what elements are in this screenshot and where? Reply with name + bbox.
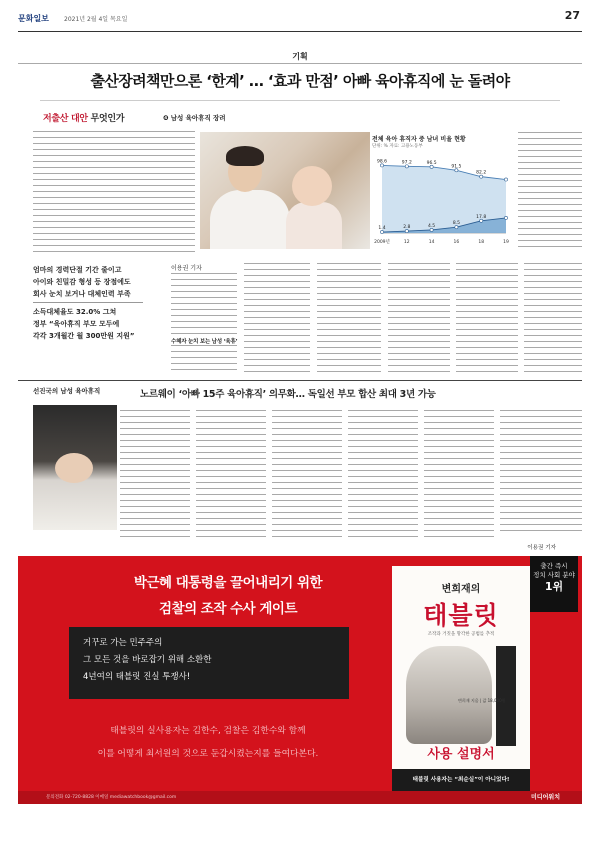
chart-title: 전체 육아 휴직자 중 남녀 비율 현황: [372, 136, 466, 143]
sidebar-line: 엄마의 경력단절 기간 줄이고: [33, 266, 122, 274]
ad-box-line: 그 모든 것을 바로잡기 위해 소환한: [83, 655, 212, 665]
sidebar-line: 소득대체율도 32.0% 그쳐: [33, 308, 117, 316]
article-separator: [18, 380, 582, 381]
chart-tick-label: 2009년: [374, 240, 390, 245]
sidebar-line: 각각 3개월간 월 300만원 지원”: [33, 332, 135, 340]
section-rule: [18, 63, 582, 64]
chart-data-label: 17.8: [476, 214, 487, 220]
book-subtitle: 조작과 거짓을 망각한 공범를 추적: [427, 632, 495, 637]
chart-data-label: 97.2: [401, 160, 412, 166]
sidebar-rule: [33, 302, 143, 303]
body-column: [456, 263, 518, 375]
ad-footer: [18, 791, 582, 804]
body-column: [348, 410, 418, 540]
sidebar-line: 아이와 친밀감 형성 등 장점에도: [33, 278, 131, 286]
header-rule: [18, 31, 582, 32]
chart-plot: [372, 149, 514, 247]
issue-date: 2021년 2월 4일 목요일: [64, 16, 128, 23]
article-byline: 이용권 기자: [171, 265, 202, 272]
book-bottom-title: 사용 설명서: [427, 747, 495, 762]
ad-box-line: 거꾸로 가는 민주주의: [83, 638, 163, 648]
sidebar-line: 회사 눈치 보거나 대체인력 부족: [33, 290, 131, 298]
badge-line: 출간 즉시: [540, 562, 568, 570]
article2-section-label: 선진국의 남성 육아휴직: [33, 387, 101, 395]
sidebar-subheadline-2: [33, 306, 153, 342]
chart-data-label: 98.6: [376, 159, 388, 165]
book-price: 변희재 지음 | 값 18,000원: [458, 698, 506, 703]
father-baby-photo: [200, 132, 370, 249]
right-intro-text: [518, 132, 582, 250]
kicker-red: 저출산 대안: [43, 114, 88, 124]
ad-box-line: 4년여의 태블릿 진실 투쟁사!: [83, 672, 191, 682]
body-column: [500, 410, 582, 534]
chart-data-label: 82.2: [476, 170, 487, 176]
chart-point: [504, 178, 507, 181]
page-number: 27: [564, 9, 580, 22]
sidebar-subheadline: [33, 264, 153, 300]
book-advertisement[interactable]: [18, 556, 582, 804]
sidebar-line: 정부 “육아휴직 부모 모두에: [33, 320, 120, 328]
ad-contact: 문의전화 02-720-8828 이메일 mediawatchbook@gmail.com: [46, 795, 177, 800]
body-column: [317, 263, 381, 375]
ad-title-line1: 박근혜 대통령을 끌어내리기 위한: [133, 575, 323, 591]
chart-data-label: 4.5: [428, 223, 436, 229]
book-cover[interactable]: [392, 566, 530, 796]
chart-tick-label: 19: [503, 240, 509, 245]
chart-data-label: 1.4: [378, 226, 386, 232]
chart-data-label: 2.8: [403, 225, 411, 231]
body-column: [424, 410, 494, 540]
chart-point: [504, 216, 507, 219]
body-column: [388, 263, 450, 375]
book-spine: [496, 646, 516, 746]
baby-photo: [33, 405, 117, 530]
book-tagline: 태블릿 사용자는 “최순실”이 아니었다!: [412, 777, 510, 783]
article2-headline: 노르웨이 ‘아빠 15주 육아휴직’ 의무화… 독일선 부모 합산 최대 3년 가능: [140, 389, 436, 400]
headline-rule: [40, 100, 560, 101]
section-title: 기획: [292, 52, 308, 61]
kicker-number: ❹: [163, 114, 169, 122]
chart-tick-label: 18: [478, 240, 485, 245]
body-column: [196, 410, 266, 540]
badge-line: 정치 사회 분야: [533, 571, 575, 579]
book-title: 태블릿: [423, 601, 499, 630]
series-subkicker: [163, 113, 226, 122]
ad-title-line2: 검찰의 조작 수사 게이트: [158, 601, 297, 617]
badge-rank: 1위: [544, 580, 564, 593]
ad-summary-box: [69, 627, 349, 699]
kicker-rest: 무엇인가: [87, 114, 125, 124]
author-portrait: [406, 646, 492, 744]
body-column: [524, 263, 582, 375]
chart-data-label: 91.5: [451, 164, 462, 170]
body-column: [171, 273, 237, 335]
ad-quote-line2: 이를 어떻게 최서원의 것으로 둔갑시켰는지를 들여다본다.: [97, 749, 319, 759]
chart-tick-label: 14: [428, 240, 435, 245]
book-author: 변희재의: [441, 584, 481, 595]
subkicker-text: 남성 육아휴직 장려: [170, 114, 226, 122]
series-kicker: [43, 111, 124, 124]
chart-subtitle: 단위: % 자료: 고용노동부: [372, 144, 423, 149]
parental-leave-chart: [372, 134, 514, 252]
publisher-logo: 미디어워치: [531, 794, 560, 801]
bestseller-badge: [530, 556, 578, 612]
body-column: [244, 263, 310, 375]
body-column: [272, 410, 342, 540]
article2-byline: 이용권 기자: [527, 545, 556, 551]
chart-data-label: 8.5: [452, 221, 460, 227]
article-headline: 출산장려책만으론 ‘한계’ … ‘효과 만점’ 아빠 육아휴직에 눈 돌려야: [90, 72, 510, 90]
body-column: [120, 410, 190, 540]
chart-tick-label: 12: [403, 240, 410, 245]
chart-data-label: 96.5: [426, 160, 437, 166]
column-subhead: 수혜자 눈치 보는 남성 ‘육휴’: [171, 339, 238, 345]
newspaper-brand: 문화일보: [18, 14, 49, 23]
chart-tick-label: 16: [453, 240, 460, 245]
body-column: [171, 345, 237, 375]
ad-quote-line1: 태블릿의 실사용자는 김한수, 검찰은 김한수와 함께: [110, 726, 306, 736]
intro-text: [33, 131, 195, 253]
